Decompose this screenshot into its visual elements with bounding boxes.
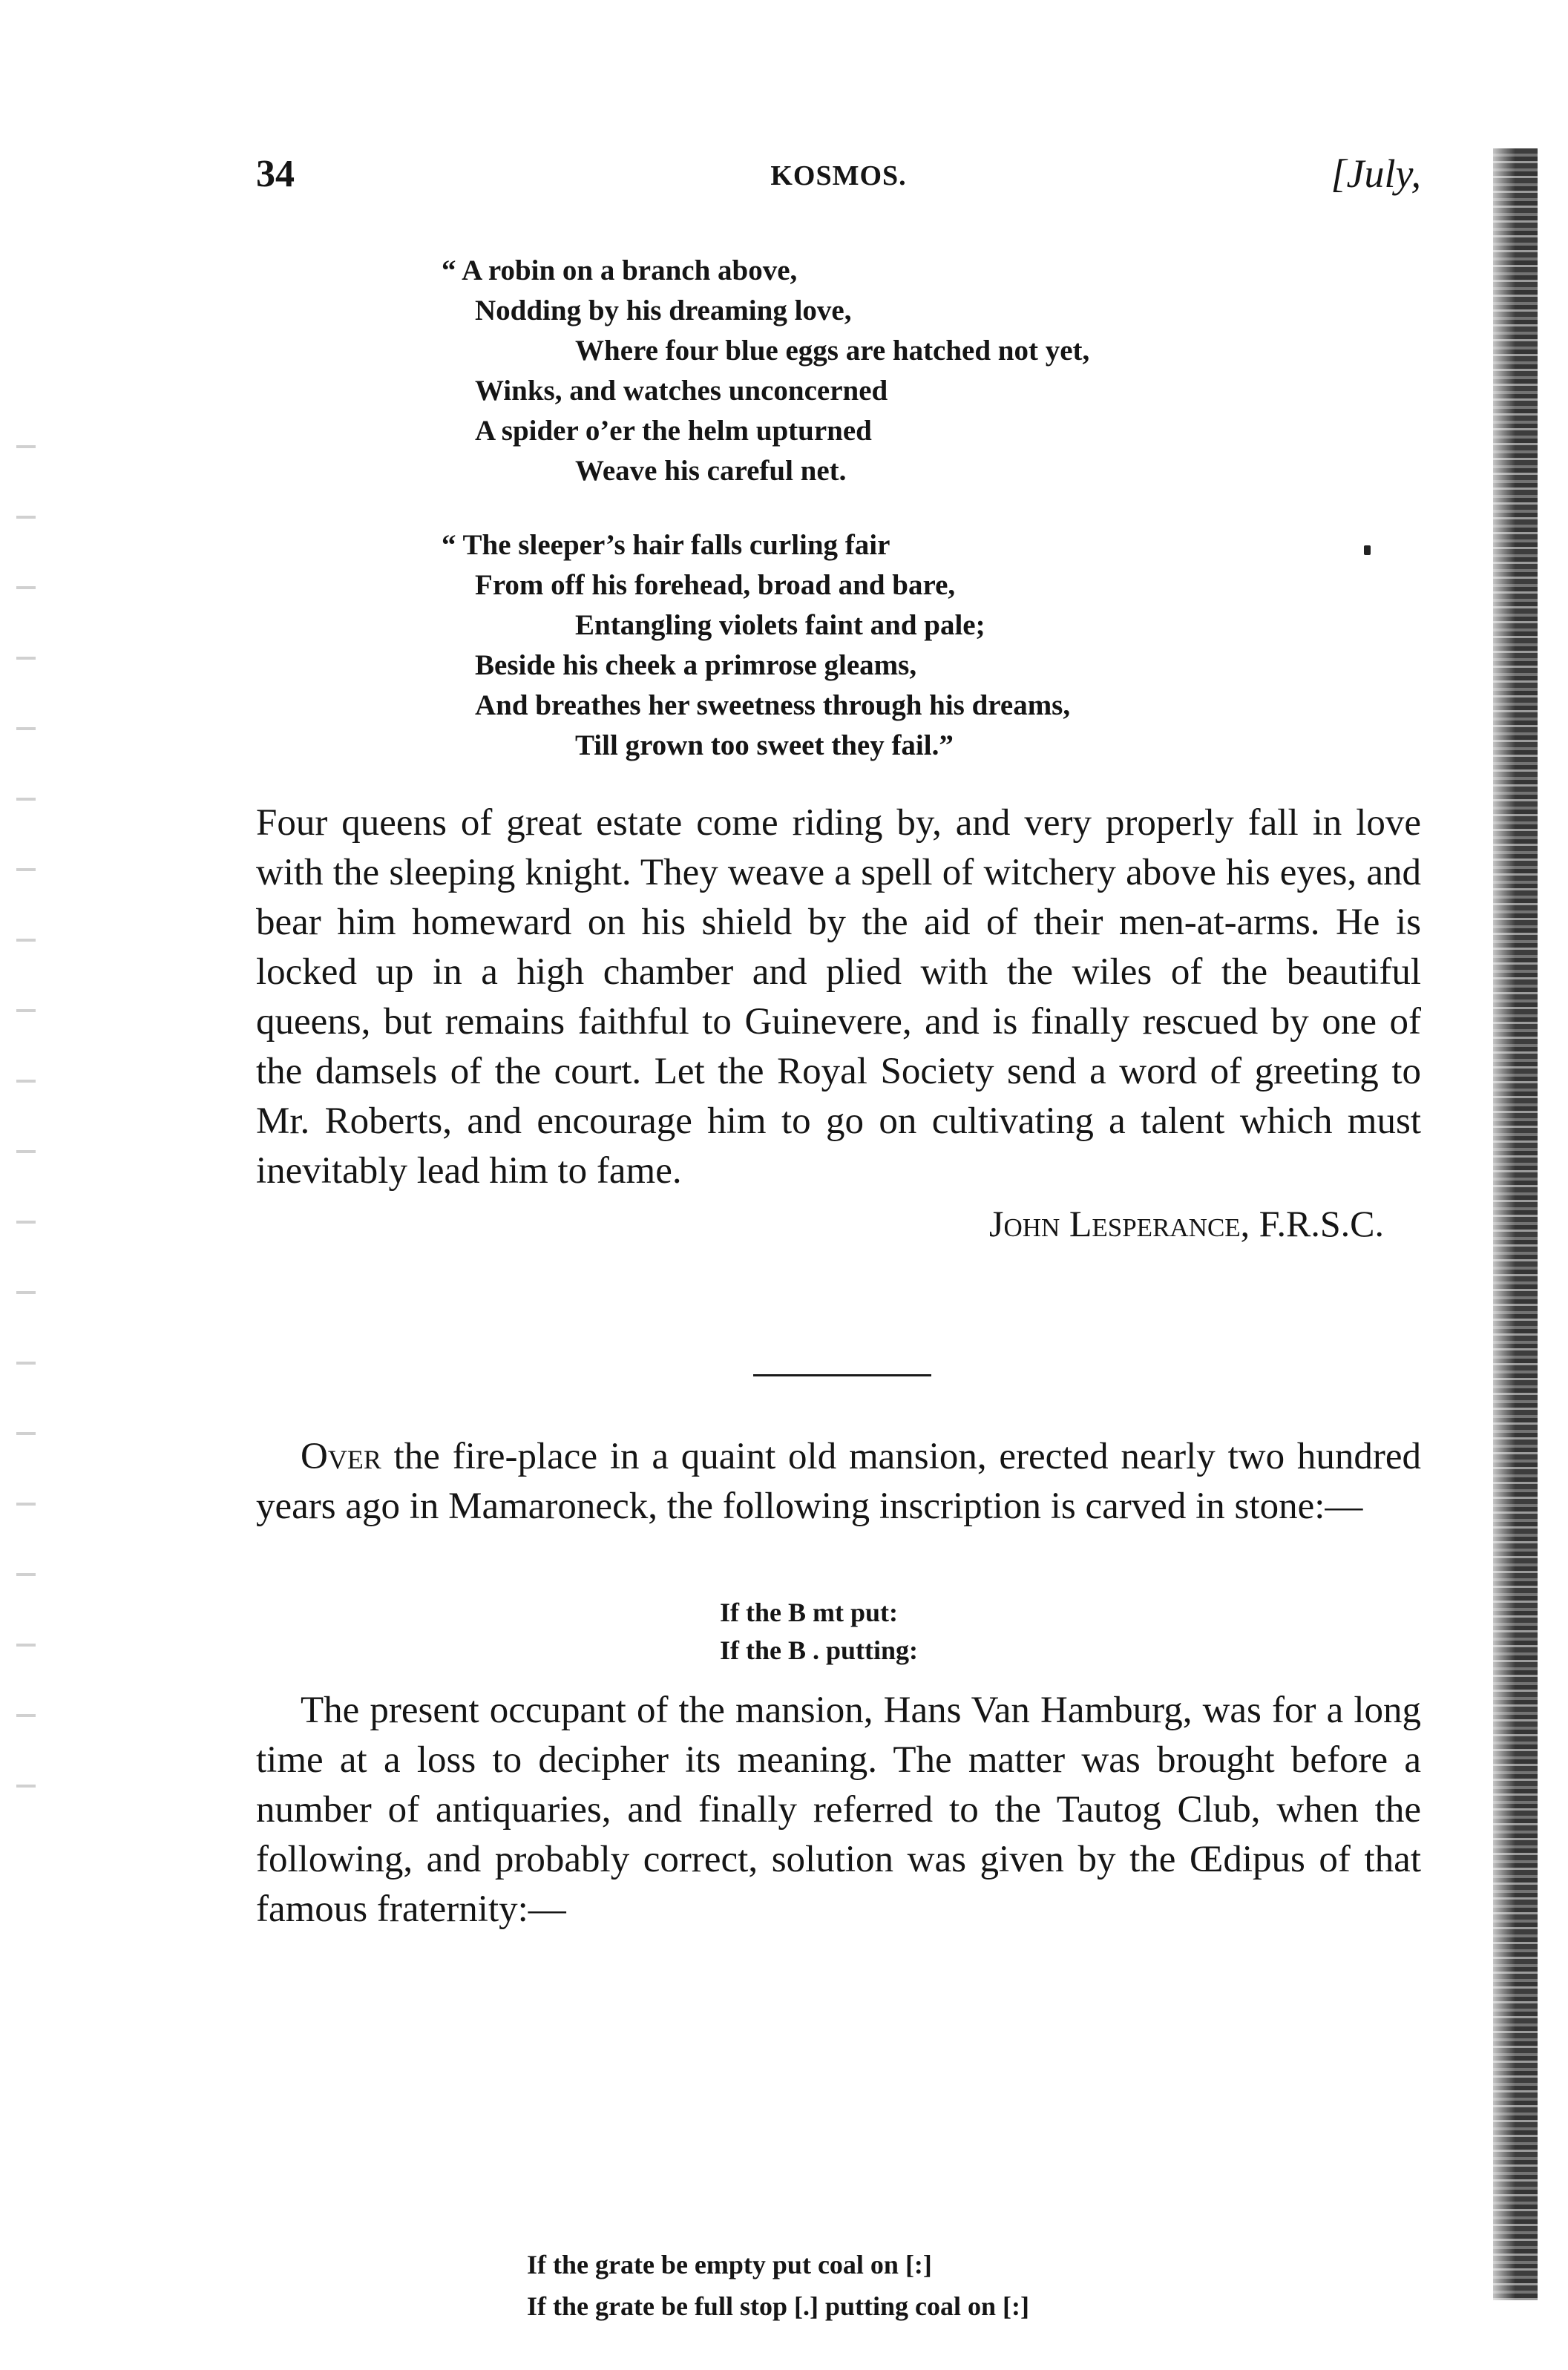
solution-line: If the grate be empty put coal on [:] [527,2250,932,2279]
poem-line: Winks, and watches unconcerned [475,375,888,407]
solution-block [527,2244,1029,2327]
poem-line [442,251,1089,291]
poem-line: A spider o’er the helm upturned [475,415,872,447]
inscription-line: If the B mt put: [720,1598,898,1627]
poem-line: Where four blue eggs are hatched not yet, [575,335,1090,367]
solution-line: If the grate be full stop [.] putting coal on [:] [527,2291,1029,2321]
article-section-2 [256,1432,1421,1532]
poem-line-text: “ A robin on a branch above, [442,255,798,286]
poem-line: From off his forehead, broad and bare, [475,569,956,601]
poem-line: And breathes her sweetness through his dreams, [475,689,1071,721]
poem-line: Entangling violets faint and pale; [575,609,985,641]
inscription-block [720,1594,918,1670]
paragraph-1: Four queens of great estate come riding by, and very properly fall in love with the sleeping knight. They weave a spell of witchery above his eyes, and bear him homeward on his shield by the aid of their men-at-arms. He is locked up in a high chamber and plied with the wiles of the beautiful queens, but remains faithful to Guinevere, and is finally rescued by one of the damsels of the court. Let the Royal Society send a word of greeting to Mr. Roberts, and encourage him to go on cultivating a talent which must inevitably lead him to fame. [256,802,1421,1192]
inscription-line: If the B . putting: [720,1635,919,1665]
running-title: KOSMOS. [770,160,907,191]
paragraph-2 [256,1432,1421,1532]
scan-margin-marks [16,416,36,1825]
paragraph-3: The present occupant of the mansion, Hans Van Hamburg, was for a long time at a loss to decipher its meaning. The matter was brought before a number of antiquaries, and finally referred to the Tautog Club, when the following, and probably correct, solution was given by the Œdipus of that famous fraternity:— [256,1690,1421,1930]
poem-line: Nodding by his dreaming love, [475,295,852,326]
poem-line: Till grown too sweet they fail.” [575,729,954,761]
poem-line: Beside his cheek a primrose gleams, [475,649,917,681]
section-divider [753,1374,931,1376]
stray-mark [1364,545,1371,555]
poem-stanza-2 [442,525,1071,766]
article-section-3 [256,1686,1421,1934]
scan-edge-fade [1493,148,1515,2300]
poem-line-text: “ The sleeper’s hair falls curling fair [442,529,890,561]
running-date: [July, [1331,151,1421,196]
article-section-1 [256,798,1421,1249]
paragraph-2-text: the fire-place in a quaint old mansion, erected nearly two hundred years ago in Mamaroneck, the following inscription is carved in stone:— [256,1436,1421,1527]
poem-line [442,525,1070,565]
poem-line: Weave his careful net. [575,455,847,487]
author-signature: John Lesperance, F.R.S.C. [989,1203,1384,1244]
poem-stanza-1 [442,251,1090,491]
page-header [256,152,1421,219]
paragraph-2-lead: Over [301,1436,381,1477]
page-number: 34 [256,153,295,195]
